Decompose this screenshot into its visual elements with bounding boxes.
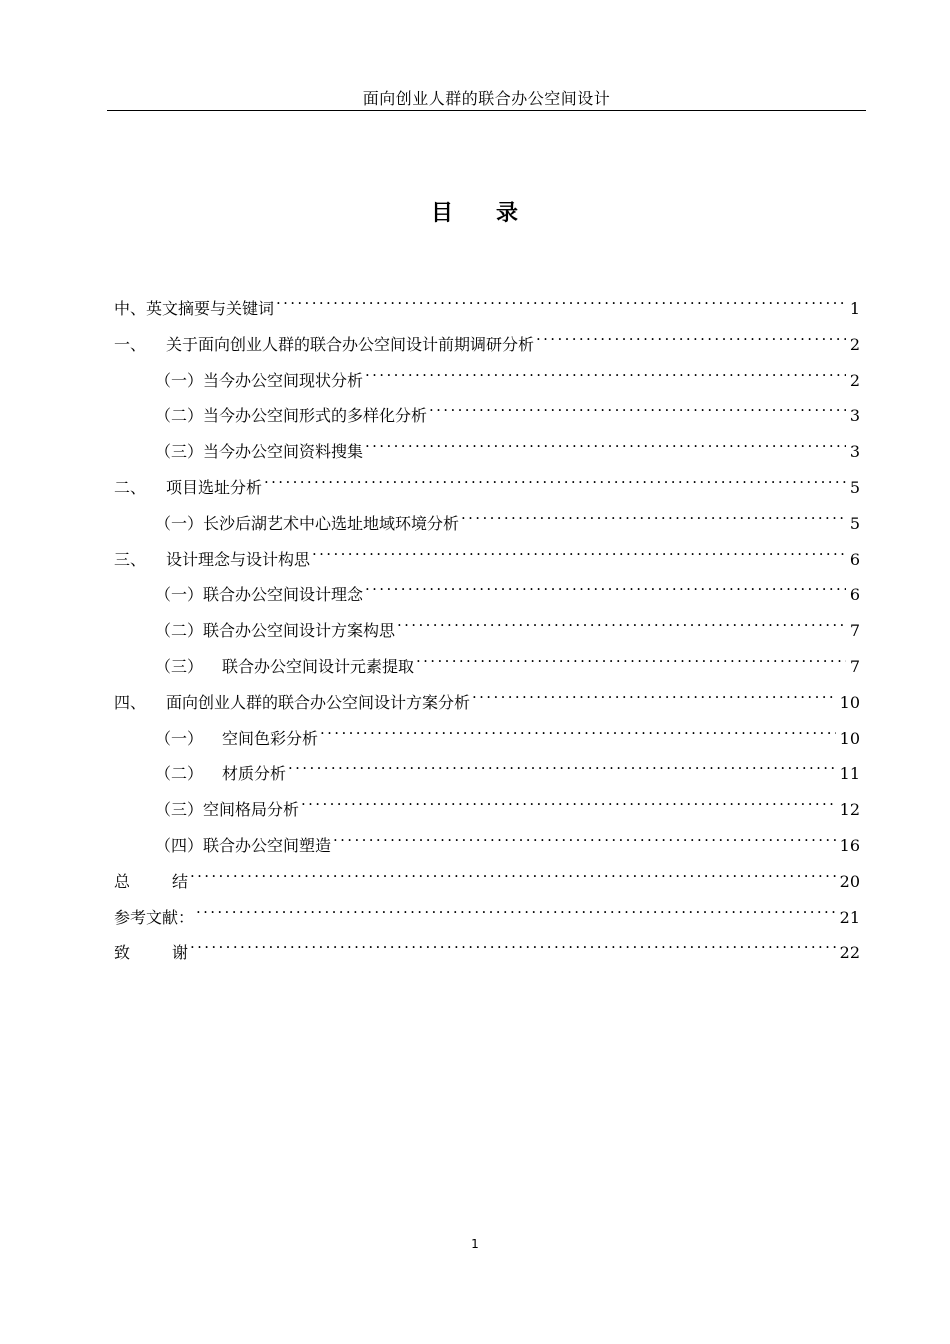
dot-leader [288,749,836,779]
toc-entry-page: 10 [839,692,860,712]
toc-entry-text [155,366,363,396]
dot-leader [365,570,846,600]
toc-entry-section-1-3[interactable] [114,427,860,463]
toc-entry-section-3-3[interactable] [114,642,860,678]
toc-entry-text [114,867,188,897]
toc-entry-number: （二） [155,621,204,641]
toc-entry-text [114,294,274,324]
toc-entry-references[interactable] [114,893,860,929]
dot-leader [190,857,836,887]
toc-entry-page: 20 [839,871,860,891]
dot-leader [320,714,836,744]
toc-entry-page: 7 [849,621,860,641]
dot-leader [472,678,836,708]
dot-leader [536,320,846,350]
toc-entry-label: 项目选址分析 [166,477,263,497]
running-header: 面向创业人群的联合办公空间设计 [107,88,866,111]
toc-entry-label-char-1: 总 [114,871,131,891]
page-number: 1 [471,1237,479,1251]
toc-entry-page: 2 [849,370,860,390]
toc-entry-label-char-2: 谢 [171,943,188,963]
toc-entry-text [114,938,188,968]
toc-entry-number: （一） [155,728,204,748]
toc-entry-text [155,795,299,825]
toc-entry-number: 一、 [114,334,147,354]
toc-entry-chapter-3[interactable] [114,535,860,571]
dot-leader [196,893,836,923]
toc-entry-section-3-1[interactable] [114,570,860,606]
toc-entry-text [114,473,262,503]
dot-leader [333,821,836,851]
toc-entry-section-1-1[interactable] [114,356,860,392]
toc-entry-page: 2 [849,334,860,354]
toc-entry-number: 二、 [114,477,147,497]
toc-heading-char-2: 录 [496,200,520,226]
dot-leader [461,499,846,529]
toc-entry-label: 中、英文摘要与关键词 [114,299,275,318]
dot-leader [365,427,846,457]
toc-entry-number: （一） [155,513,204,533]
toc-entry-section-4-2[interactable] [114,749,860,785]
toc-entry-page: 7 [849,656,860,676]
toc-entry-section-2-1[interactable] [114,499,860,535]
toc-entry-text [155,652,414,682]
toc-entry-text [155,580,363,610]
dot-leader [301,785,836,815]
dot-leader [264,463,846,493]
dot-leader [416,642,846,672]
dot-leader [429,391,846,421]
toc-entry-label: 当今办公空间资料搜集 [203,442,364,462]
toc-entry-chapter-4[interactable] [114,678,860,714]
toc-entry-page: 5 [849,513,860,533]
toc-entry-section-4-1[interactable] [114,714,860,750]
toc-entry-text [114,903,194,933]
toc-entry-number: （二） [155,764,204,784]
toc-entry-page: 12 [839,800,860,820]
dot-leader [397,606,846,636]
toc-entry-number: （一） [155,370,204,390]
toc-entry-section-4-4[interactable] [114,821,860,857]
toc-entry-abstract[interactable] [114,284,860,320]
dot-leader [312,535,846,565]
toc-entry-label: 空间色彩分析 [222,728,319,748]
toc-entry-label: 空间格局分析 [203,800,300,820]
table-of-contents [114,284,860,964]
toc-entry-number: （三） [155,656,204,676]
toc-entry-label: 材质分析 [222,764,287,784]
dot-leader [365,356,846,386]
toc-entry-label: 设计理念与设计构思 [166,549,311,569]
toc-entry-label: 关于面向创业人群的联合办公空间设计前期调研分析 [166,334,535,354]
toc-entry-acknowledgements[interactable] [114,928,860,964]
toc-entry-label: 联合办公空间设计元素提取 [222,656,415,676]
toc-heading-char-1: 目 [430,200,454,226]
toc-entry-label-char-2: 结 [171,871,188,891]
toc-entry-page: 6 [849,585,860,605]
dot-leader [276,284,846,314]
toc-entry-page: 21 [839,907,860,927]
dot-leader [190,928,836,958]
toc-entry-page: 10 [839,728,860,748]
toc-entry-number: （三） [155,800,204,820]
toc-entry-label: 联合办公空间设计方案构思 [203,621,396,641]
toc-entry-chapter-1[interactable] [114,320,860,356]
toc-entry-number: 三、 [114,549,147,569]
toc-entry-text [155,616,395,646]
toc-entry-label: 参考文献： [114,907,195,927]
toc-entry-label: 长沙后湖艺术中心选址地域环境分析 [203,513,460,533]
toc-entry-conclusion[interactable] [114,857,860,893]
toc-entry-label: 联合办公空间设计理念 [203,585,364,605]
toc-entry-page: 3 [849,442,860,462]
toc-entry-label: 联合办公空间塑造 [203,835,332,855]
toc-entry-section-4-3[interactable] [114,785,860,821]
toc-entry-number: （一） [155,585,204,605]
toc-entry-page: 16 [839,835,860,855]
toc-entry-page: 6 [849,549,860,569]
toc-entry-number: 四、 [114,692,147,712]
toc-entry-label: 当今办公空间形式的多样化分析 [203,406,428,426]
toc-entry-section-1-2[interactable] [114,391,860,427]
toc-entry-number: （二） [155,406,204,426]
toc-entry-page: 3 [849,406,860,426]
toc-entry-section-3-2[interactable] [114,606,860,642]
toc-entry-page: 11 [839,764,860,784]
toc-entry-number: （三） [155,442,204,462]
toc-entry-page: 22 [839,943,860,963]
toc-entry-text [114,545,310,575]
toc-entry-label: 当今办公空间现状分析 [203,370,364,390]
toc-entry-label: 面向创业人群的联合办公空间设计方案分析 [166,692,471,712]
toc-entry-label-char-1: 致 [114,943,131,963]
toc-entry-page: 5 [849,477,860,497]
toc-entry-text [155,759,286,789]
toc-entry-chapter-2[interactable] [114,463,860,499]
toc-heading [0,198,950,228]
toc-entry-number: （四） [155,835,204,855]
toc-entry-page: 1 [849,299,860,318]
